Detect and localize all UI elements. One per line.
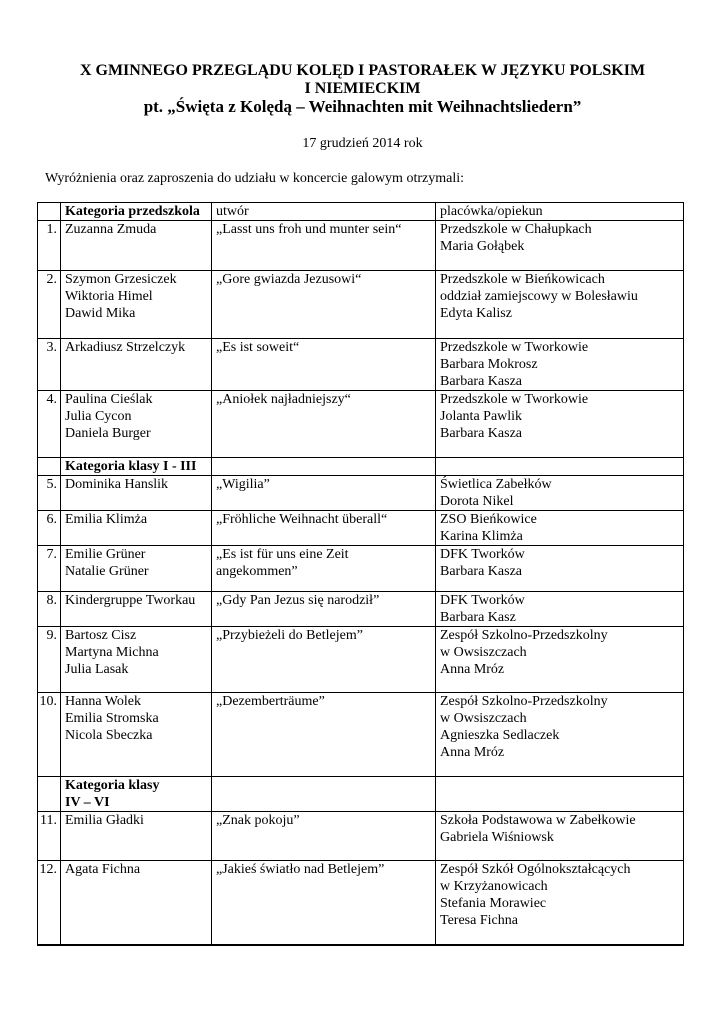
school-and-tutor-line: Teresa Fichna bbox=[440, 913, 518, 928]
header-school: placówka/opiekun bbox=[436, 203, 684, 221]
school-and-tutor-line: Świetlica Zabełków bbox=[440, 477, 552, 492]
participant-names-line: Nicola Sbeczka bbox=[65, 728, 153, 743]
song-title-line: „Wigilia” bbox=[216, 477, 270, 492]
row-number: 4. bbox=[38, 391, 61, 458]
table-row bbox=[38, 812, 684, 861]
school-and-tutor bbox=[436, 812, 684, 861]
school-and-tutor-line: w Krzyżanowicach bbox=[440, 879, 548, 894]
participant-names-line: Emilie Grüner bbox=[65, 547, 146, 562]
song-title-line: „Lasst uns froh und munter sein“ bbox=[216, 222, 402, 237]
school-and-tutor-line: Przedszkole w Chałupkach bbox=[440, 222, 592, 237]
school-and-tutor bbox=[436, 693, 684, 777]
number-cell bbox=[38, 777, 61, 812]
participant-names-line: Kindergruppe Tworkau bbox=[65, 593, 196, 608]
participant-names-line: Paulina Cieślak bbox=[65, 392, 153, 407]
participant-names-line: Zuzanna Zmuda bbox=[65, 222, 157, 237]
song-title-line: angekommen” bbox=[216, 564, 298, 579]
empty-school-cell bbox=[436, 458, 684, 476]
participant-names bbox=[61, 476, 212, 511]
school-and-tutor-line: DFK Tworków bbox=[440, 593, 525, 608]
participant-names bbox=[61, 546, 212, 592]
song-title-line: „Es ist für uns eine Zeit bbox=[216, 547, 349, 562]
category-row bbox=[38, 777, 684, 812]
school-and-tutor bbox=[436, 391, 684, 458]
song-title bbox=[212, 391, 436, 458]
participant-names-line: Julia Cycon bbox=[65, 409, 132, 424]
school-and-tutor bbox=[436, 221, 684, 271]
school-and-tutor bbox=[436, 476, 684, 511]
event-date: 17 grudzień 2014 rok bbox=[302, 136, 423, 151]
school-and-tutor bbox=[436, 592, 684, 627]
school-and-tutor-line: Jolanta Pawlik bbox=[440, 409, 523, 424]
participant-names-line: Emilia Klimża bbox=[65, 512, 148, 527]
row-number: 7. bbox=[38, 546, 61, 592]
row-number: 1. bbox=[38, 221, 61, 271]
participant-names bbox=[61, 693, 212, 777]
song-title bbox=[212, 271, 436, 339]
header-song: utwór bbox=[212, 203, 436, 221]
school-and-tutor bbox=[436, 627, 684, 693]
song-title bbox=[212, 812, 436, 861]
category-row bbox=[38, 458, 684, 476]
school-and-tutor-line: Barbara Kasza bbox=[440, 426, 523, 441]
school-and-tutor-line: w Owsiszczach bbox=[440, 711, 527, 726]
school-and-tutor bbox=[436, 861, 684, 946]
school-and-tutor-line: Dorota Nikel bbox=[440, 494, 514, 509]
participant-names-line: Wiktoria Himel bbox=[65, 289, 153, 304]
table-header-row bbox=[38, 203, 684, 221]
school-and-tutor-line: Przedszkole w Tworkowie bbox=[440, 340, 589, 355]
school-and-tutor-line: Zespół Szkolno-Przedszkolny bbox=[440, 628, 608, 643]
participant-names-line: Natalie Grüner bbox=[65, 564, 149, 579]
song-title bbox=[212, 221, 436, 271]
participant-names bbox=[61, 592, 212, 627]
participant-names bbox=[61, 812, 212, 861]
school-and-tutor-line: Barbara Kasza bbox=[440, 374, 523, 389]
table-row bbox=[38, 693, 684, 777]
row-number: 2. bbox=[38, 271, 61, 339]
school-and-tutor-line: Karina Klimża bbox=[440, 529, 523, 544]
table-row bbox=[38, 511, 684, 546]
table-row bbox=[38, 339, 684, 391]
song-title-line: „Przybieżeli do Betlejem” bbox=[216, 628, 363, 643]
participant-names-line: Bartosz Cisz bbox=[65, 628, 137, 643]
category-label bbox=[61, 777, 212, 812]
school-and-tutor-line: Przedszkole w Bieńkowicach bbox=[440, 272, 605, 287]
song-title-line: „Es ist soweit“ bbox=[216, 340, 300, 355]
song-title bbox=[212, 861, 436, 946]
song-title bbox=[212, 476, 436, 511]
school-and-tutor-line: Barbara Mokrosz bbox=[440, 357, 538, 372]
participant-names bbox=[61, 221, 212, 271]
song-title-line: „Znak pokoju” bbox=[216, 813, 300, 828]
school-and-tutor-line: Przedszkole w Tworkowie bbox=[440, 392, 589, 407]
category-label-line: IV – VI bbox=[65, 795, 110, 810]
participant-names bbox=[61, 391, 212, 458]
school-and-tutor-line: Anna Mróz bbox=[440, 745, 505, 760]
school-and-tutor-line: w Owsiszczach bbox=[440, 645, 527, 660]
song-title-line: „Dezemberträume” bbox=[216, 694, 325, 709]
participant-names-line: Martyna Michna bbox=[65, 645, 159, 660]
school-and-tutor bbox=[436, 271, 684, 339]
school-and-tutor bbox=[436, 339, 684, 391]
row-number: 11. bbox=[38, 812, 61, 861]
row-number: 10. bbox=[38, 693, 61, 777]
participant-names-line: Emilia Stromska bbox=[65, 711, 159, 726]
participant-names bbox=[61, 511, 212, 546]
row-number: 9. bbox=[38, 627, 61, 693]
school-and-tutor bbox=[436, 546, 684, 592]
song-title-line: „Aniołek najładniejszy“ bbox=[216, 392, 351, 407]
song-title-line: „Fröhliche Weihnacht überall“ bbox=[216, 512, 388, 527]
title-line-3: pt. „Święta z Kolędą – Weihnachten mit Weihnachtsliedern” bbox=[143, 97, 582, 116]
song-title-line: „Gore gwiazda Jezusowi“ bbox=[216, 272, 362, 287]
song-title bbox=[212, 627, 436, 693]
table-row bbox=[38, 592, 684, 627]
title-line-2: I NIEMIECKIM bbox=[304, 80, 421, 97]
table-row bbox=[38, 391, 684, 458]
participant-names bbox=[61, 861, 212, 946]
table-row bbox=[38, 627, 684, 693]
header-category: Kategoria przedszkola bbox=[61, 203, 212, 221]
school-and-tutor-line: Agnieszka Sedlaczek bbox=[440, 728, 560, 743]
participant-names-line: Daniela Burger bbox=[65, 426, 151, 441]
school-and-tutor bbox=[436, 511, 684, 546]
song-title bbox=[212, 693, 436, 777]
school-and-tutor-line: Zespół Szkół Ogólnokształcących bbox=[440, 862, 631, 877]
category-label bbox=[61, 458, 212, 476]
empty-song-cell bbox=[212, 458, 436, 476]
song-title bbox=[212, 339, 436, 391]
row-number: 3. bbox=[38, 339, 61, 391]
school-and-tutor-line: Maria Gołąbek bbox=[440, 239, 525, 254]
table-row bbox=[38, 221, 684, 271]
participant-names-line: Dawid Mika bbox=[65, 306, 136, 321]
awards-table bbox=[37, 202, 684, 946]
empty-song-cell bbox=[212, 777, 436, 812]
table-row bbox=[38, 476, 684, 511]
participant-names bbox=[61, 339, 212, 391]
song-title bbox=[212, 511, 436, 546]
school-and-tutor-line: DFK Tworków bbox=[440, 547, 525, 562]
school-and-tutor-line: ZSO Bieńkowice bbox=[440, 512, 537, 527]
participant-names bbox=[61, 271, 212, 339]
school-and-tutor-line: Szkoła Podstawowa w Zabełkowie bbox=[440, 813, 636, 828]
row-number: 12. bbox=[38, 861, 61, 946]
school-and-tutor-line: Zespół Szkolno-Przedszkolny bbox=[440, 694, 608, 709]
title-line-1: X GMINNEGO PRZEGLĄDU KOLĘD I PASTORAŁEK W JĘZYKU POLSKIM bbox=[79, 62, 646, 79]
participant-names-line: Dominika Hanslik bbox=[65, 477, 169, 492]
row-number: 8. bbox=[38, 592, 61, 627]
participant-names-line: Agata Fichna bbox=[65, 862, 141, 877]
row-number: 6. bbox=[38, 511, 61, 546]
school-and-tutor-line: Barbara Kasza bbox=[440, 564, 523, 579]
participant-names-line: Emilia Gładki bbox=[65, 813, 144, 828]
school-and-tutor-line: Barbara Kasz bbox=[440, 610, 516, 625]
intro-text: Wyróżnienia oraz zaproszenia do udziału w koncercie galowym otrzymali: bbox=[45, 171, 464, 186]
table-row bbox=[38, 271, 684, 339]
category-label-line: Kategoria klasy bbox=[65, 778, 160, 793]
participant-names-line: Hanna Wolek bbox=[65, 694, 141, 709]
song-title-line: „Gdy Pan Jezus się narodził” bbox=[216, 593, 380, 608]
table-row bbox=[38, 861, 684, 946]
school-and-tutor-line: Stefania Morawiec bbox=[440, 896, 547, 911]
participant-names-line: Szymon Grzesiczek bbox=[65, 272, 177, 287]
song-title bbox=[212, 546, 436, 592]
school-and-tutor-line: Anna Mróz bbox=[440, 662, 505, 677]
school-and-tutor-line: oddział zamiejscowy w Bolesławiu bbox=[440, 289, 638, 304]
participant-names-line: Julia Lasak bbox=[65, 662, 129, 677]
school-and-tutor-line: Edyta Kalisz bbox=[440, 306, 512, 321]
participant-names-line: Arkadiusz Strzelczyk bbox=[65, 340, 186, 355]
number-cell bbox=[38, 458, 61, 476]
participant-names bbox=[61, 627, 212, 693]
awards-table-body bbox=[38, 203, 684, 946]
empty-school-cell bbox=[436, 777, 684, 812]
row-number: 5. bbox=[38, 476, 61, 511]
song-title-line: „Jakieś światło nad Betlejem” bbox=[216, 862, 385, 877]
header-number-cell bbox=[38, 203, 61, 221]
song-title bbox=[212, 592, 436, 627]
table-row bbox=[38, 546, 684, 592]
category-label-line: Kategoria klasy I - III bbox=[65, 459, 197, 474]
school-and-tutor-line: Gabriela Wiśniowsk bbox=[440, 830, 554, 845]
